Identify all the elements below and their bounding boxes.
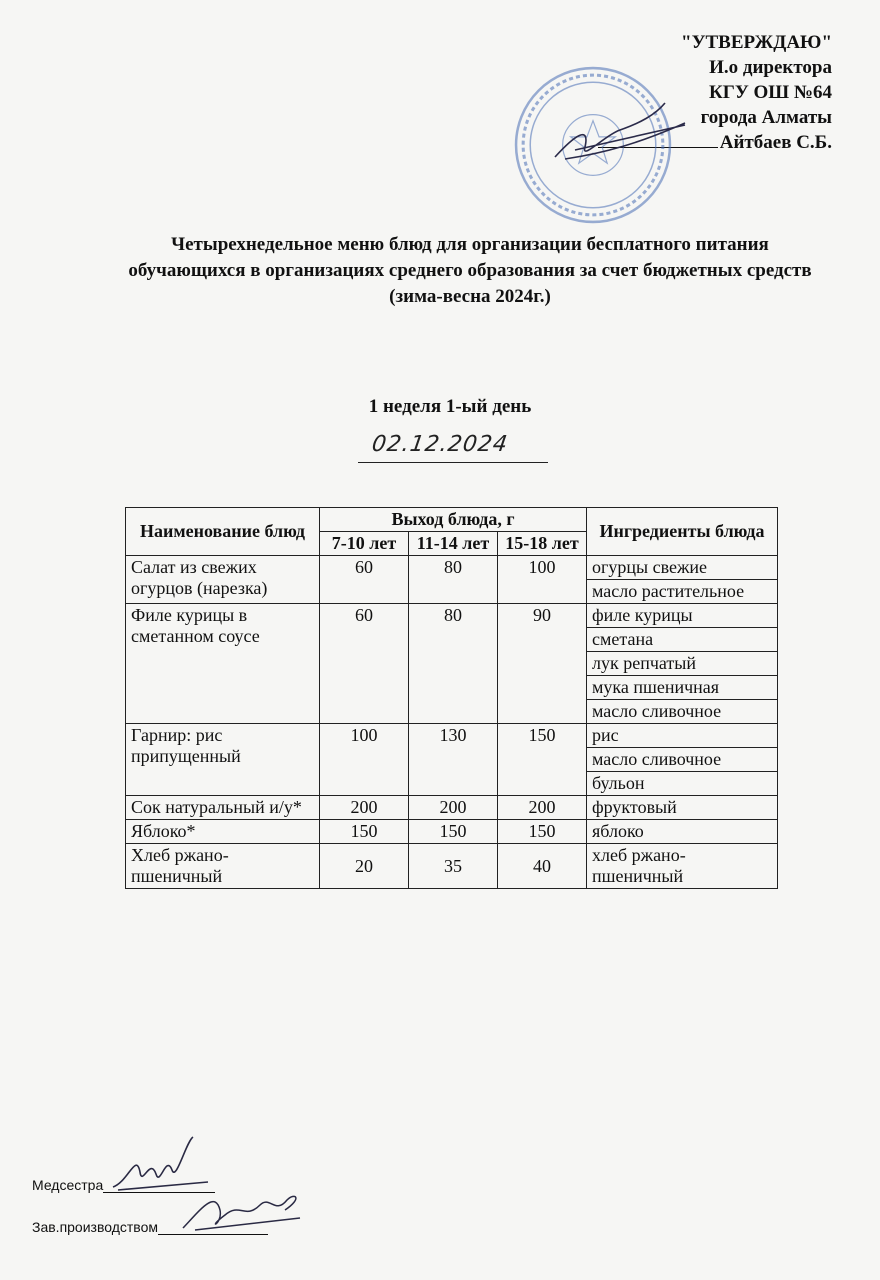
table-row: [126, 556, 778, 580]
table-row: [126, 844, 778, 889]
production-label: Зав.производством: [32, 1219, 158, 1235]
yield-11-14: 130: [409, 724, 498, 796]
ingredient: масло сливочное: [587, 700, 778, 724]
director-signature: [545, 95, 695, 165]
table-row: [126, 796, 778, 820]
approval-school: КГУ ОШ №64: [708, 82, 832, 103]
ingredient: фруктовый: [587, 796, 778, 820]
menu-table: [125, 507, 778, 889]
yield-7-10: 20: [320, 844, 409, 889]
date-field: [358, 432, 548, 463]
yield-15-18: 150: [498, 724, 587, 796]
document-title: Четырехнедельное меню блюд для организации бесплатного питания обучающихся в организациях среднего образования за счет бюджетных средств (зима-весна 2024г.): [128, 234, 812, 307]
ingredient: лук репчатый: [587, 652, 778, 676]
yield-15-18: 90: [498, 604, 587, 724]
approval-position: И.о директора: [709, 57, 832, 78]
yield-7-10: 150: [320, 820, 409, 844]
dish-name: Хлеб ржано-пшеничный: [126, 844, 320, 889]
dish-name: Сок натуральный и/у*: [126, 796, 320, 820]
yield-7-10: 100: [320, 724, 409, 796]
approval-city: города Алматы: [700, 107, 832, 128]
header-age-15-18: 15-18 лет: [498, 532, 587, 556]
yield-15-18: 200: [498, 796, 587, 820]
approval-name: Айтбаев С.Б.: [719, 132, 832, 153]
table-row: [126, 820, 778, 844]
table-row: [126, 724, 778, 748]
yield-11-14: 150: [409, 820, 498, 844]
ingredient: бульон: [587, 772, 778, 796]
yield-15-18: 40: [498, 844, 587, 889]
yield-7-10: 60: [320, 604, 409, 724]
yield-11-14: 35: [409, 844, 498, 889]
header-yield: Выход блюда, г: [320, 508, 587, 532]
approval-heading: "УТВЕРЖДАЮ": [681, 32, 832, 53]
yield-15-18: 100: [498, 556, 587, 604]
ingredient: масло сливочное: [587, 748, 778, 772]
yield-7-10: 200: [320, 796, 409, 820]
ingredient: хлеб ржано-пшеничный: [587, 844, 778, 889]
yield-11-14: 200: [409, 796, 498, 820]
production-signature: [175, 1180, 310, 1240]
nurse-label: Медсестра: [32, 1177, 104, 1193]
yield-11-14: 80: [409, 604, 498, 724]
dish-name: Салат из свежих огурцов (нарезка): [126, 556, 320, 604]
ingredient: масло растительное: [587, 580, 778, 604]
ingredient: мука пшеничная: [587, 676, 778, 700]
dish-name: Филе курицы в сметанном соусе: [126, 604, 320, 724]
yield-11-14: 80: [409, 556, 498, 604]
header-age-7-10: 7-10 лет: [320, 532, 409, 556]
ingredient: рис: [587, 724, 778, 748]
dish-name: Яблоко*: [126, 820, 320, 844]
ingredient: огурцы свежие: [587, 556, 778, 580]
header-age-11-14: 11-14 лет: [409, 532, 498, 556]
table-row: [126, 604, 778, 628]
header-ingredients: Ингредиенты блюда: [587, 508, 778, 556]
dish-name: Гарнир: рис припущенный: [126, 724, 320, 796]
ingredient: яблоко: [587, 820, 778, 844]
ingredient: сметана: [587, 628, 778, 652]
ingredient: филе курицы: [587, 604, 778, 628]
handwritten-date: 02.12.2024: [370, 432, 510, 457]
week-day-subtitle: 1 неделя 1-ый день: [368, 396, 532, 417]
header-dish: Наименование блюд: [126, 508, 320, 556]
yield-15-18: 150: [498, 820, 587, 844]
yield-7-10: 60: [320, 556, 409, 604]
